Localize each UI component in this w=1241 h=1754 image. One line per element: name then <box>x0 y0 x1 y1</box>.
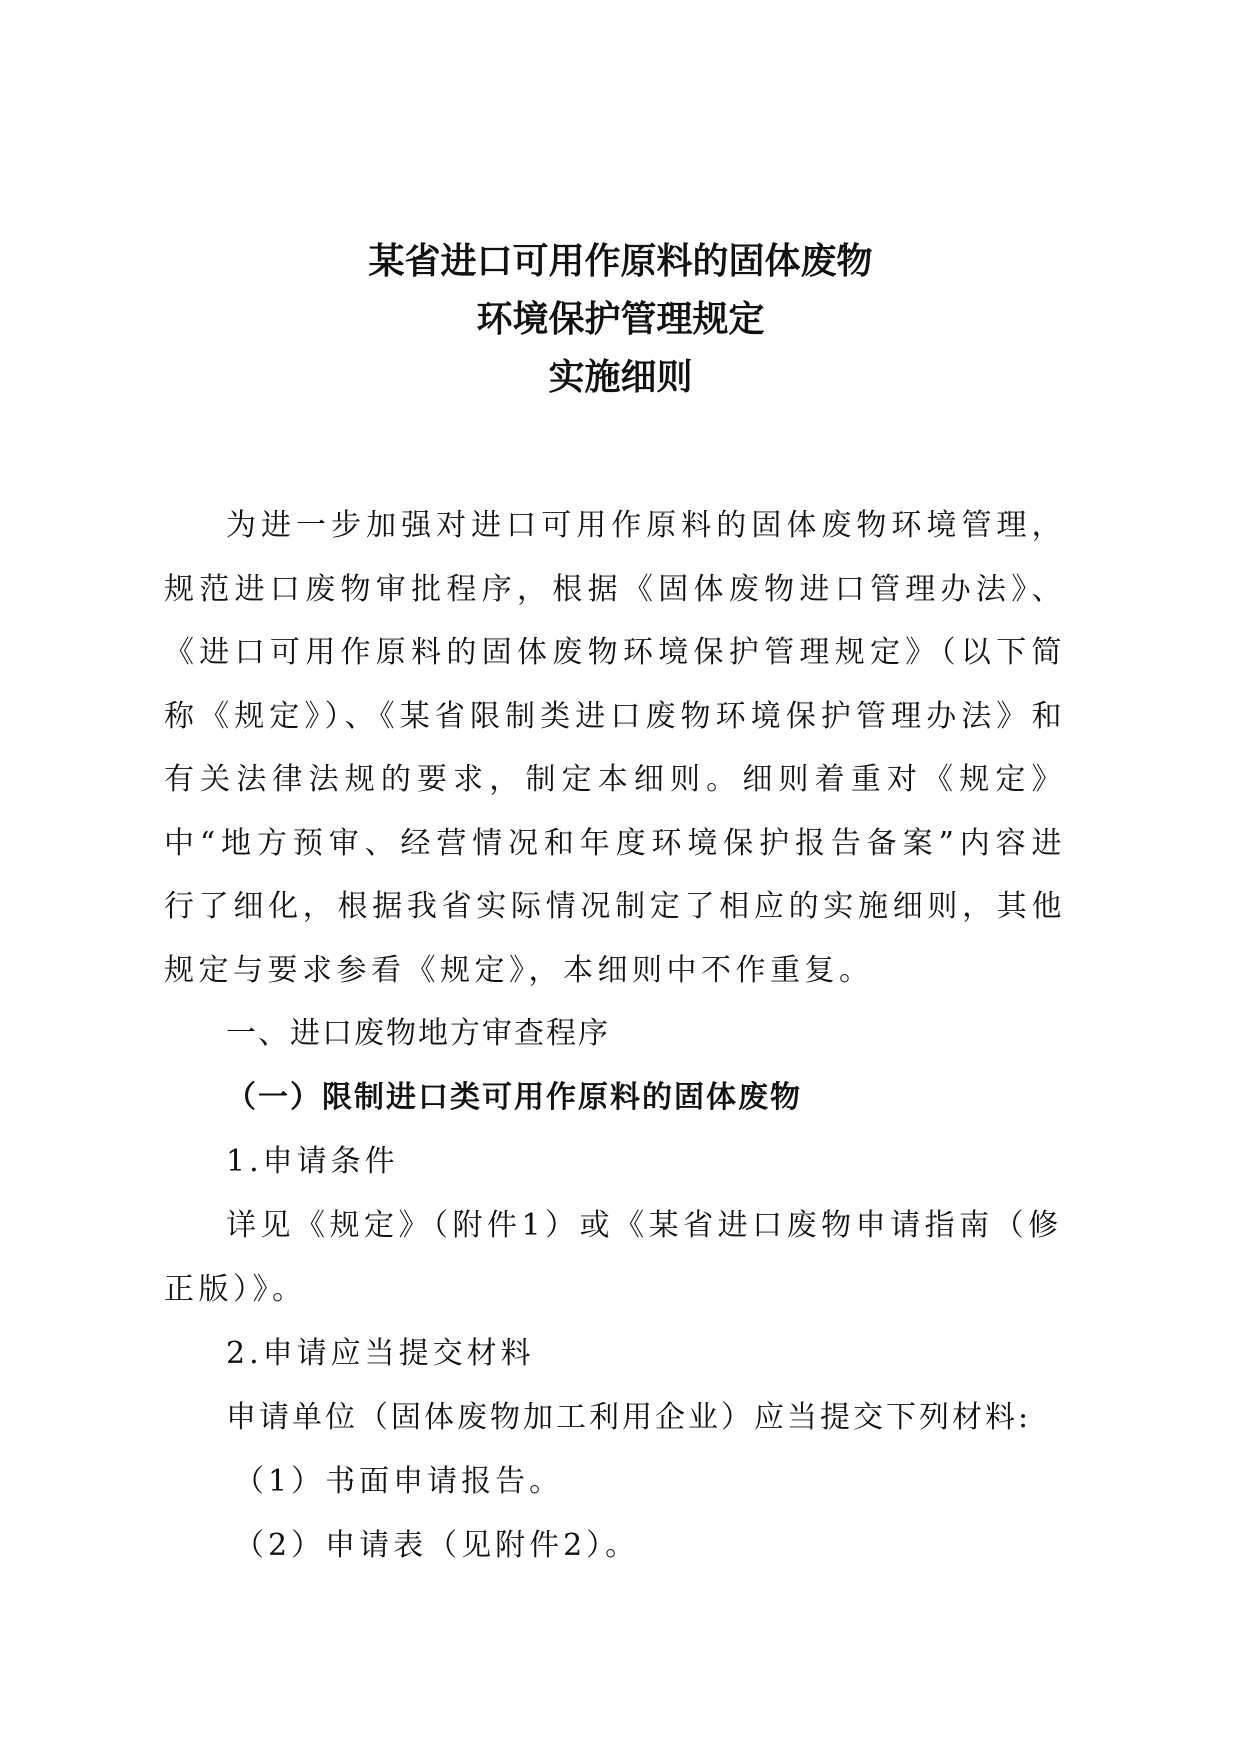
subsection-heading: （一）限制进口类可用作原料的固体废物 <box>226 1080 802 1115</box>
item-heading-conditions: 1.申请条件 <box>226 1144 399 1179</box>
item-text-conditions: 详见《规定》（附件1）或《某省进口废物申请指南（修正版）》。 <box>164 1208 1063 1307</box>
intro-paragraph: 为进一步加强对进口可用作原料的固体废物环境管理，规范进口废物审批程序，根据《固体废物进口管理办法》、《进口可用作原料的固体废物环境保护管理规定》（以下简称《规定》）、《某省限制类进口废物环境保护管理办法》和有关法律法规的要求，制定本细则。细则着重对《规定》中“地方预审、经营情况和年度环境保护报告备案”内容进行了细化，根据我省实际情况制定了相应的实施细则，其他规定与要求参看《规定》，本细则中不作重复。 <box>164 508 1066 988</box>
title-line-3: 实施细则 <box>548 356 693 398</box>
item-heading-materials: 2.申请应当提交材料 <box>226 1336 535 1371</box>
title-line-1: 某省进口可用作原料的固体废物 <box>368 240 873 282</box>
material-list-item: （2）申请表（见附件2）。 <box>234 1528 640 1563</box>
title-line-2: 环境保护管理规定 <box>476 298 765 340</box>
document-title <box>0 232 1241 406</box>
material-list-item: （1）书面申请报告。 <box>234 1464 564 1499</box>
document-body <box>164 494 1066 1578</box>
section-heading: 一、进口废物地方审查程序 <box>226 1016 610 1051</box>
item-text-materials: 申请单位（固体废物加工利用企业）应当提交下列材料: <box>226 1400 1032 1435</box>
